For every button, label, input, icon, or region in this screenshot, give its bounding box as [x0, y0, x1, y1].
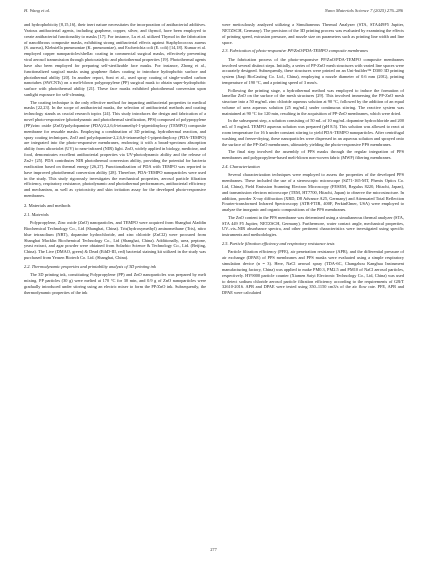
subsection-heading: 2.4. Characterization — [222, 163, 260, 169]
page-number: 277 — [210, 547, 217, 552]
running-header — [24, 8, 403, 18]
right-column — [222, 22, 404, 542]
paragraph: The fabrication process of the photo-responsive PP/ZnO/PDA-TEMPO composite membranes involved several distinct steps. Initially, a series of PP-ZnO mesh structures with varied line spaces were accurately designed. Subsequently, these structures were printed on an Uni-builder™ D300 3D printing system (Jiaqi BioCasting Co. Ltd., China), employing a nozzle diameter of 0.6 mm (20G), printing temperature of 190 °C, and a printing speed of 3 mm/s. — [222, 56, 404, 86]
paragraph: Particle filtration efficiency (PFE), air penetration resistance (APR), and the differential pressure of air exchange (DPAE) of PPS membranes and PPS masks were evaluated using a simple respiratory simulation device (n = 3). Here, NaCl aerosol spray (TDA-6C, Changzhou Kanghua Instrument manufacturing factory, China) was applied to make PM0.3, PM2.5 and PM10 of NaCl aerosol particles, respectively. HY9000 particle counter (Xiamen Saiyi Electronic Technology Co., Ltd, China) was used to detect sodium chloride aerosol particle filtration efficiency according to the requirements of GB/T 32610-2016. APR and DPAE were tested using 350–1150 cm3/s of the air flow rate. PFE, APR and DPAE were calculated — [222, 249, 404, 296]
header-authors: H. Wang et al. — [24, 8, 51, 13]
subsection-heading: 2.3. Fabrication of photo-responsive PP/ZnO/PDA-TEMPO composite membranes — [222, 48, 368, 54]
header-journal: Nano Materials Science 7 (2025) 276–286 — [324, 8, 403, 13]
paragraph: Following the printing stage, a hydrothermal method was employed to induce the formation of lamellar ZnO on the surface of the mesh structures [29]. This involved immersing the PP-ZnO mesh structure into a 50 mg/mL zinc chloride aqueous solution at 90 °C, followed by the addition of an equal volume of urea aqueous solution (25 mg/mL) under continuous stirring. The reactive system was maintained at 90 °C for 120 min, resulting in the acquisition of PP-ZnO membranes, which were dried. — [222, 87, 404, 116]
paragraph: The 3D printing ink, constituting Polypropylene (PP) and ZnO nanoparticles was prepared by melt mixing. PP particles (30 g) were melted at 170 °C for 30 min, and 0.9 g of ZnO nanoparticles were gradually introduced under stirring using an electric mixer to form the PP/ZnO ink. Subsequently, the thermodynamic properties of the ink — [24, 272, 206, 295]
subsection-heading: 2.5. Particle filtration efficiency and respiratory resistance tests — [222, 241, 335, 247]
section-heading: 2. Materials and methods — [24, 202, 71, 208]
paragraph: Several characterization techniques were employed to assess the properties of the developed PPS membranes. These included the use of a stereoscopic microscope (SZ71-165-MT, Phenix Optics Co. Ltd, China), Field Emission Scanning Electron Microscopy (FESEM, Regulus 8220, Hitachi, Japan), and transmission electron microscope (TEM, HT7700, Hitachi, Japan) to observe the microstructure. In addition, powder X-ray diffraction (XRD, D8 Advance A25, Germany) and Attenuated Total Reflection Fourier-transformed Infrared Spectroscopy (ATR-FTIR, 400F, PerkinElmer, USA) were employed to analyze the inorganic and organic compositions of the PPS membranes. — [222, 172, 404, 213]
paragraph: In the subsequent step, a solution consisting of 50 mL of 10 mg/mL dopamine hydrochloride and 200 mL of 5 mg/mL TEMPO aqueous solution was prepared (pH 8.5). This solution was allowed to react at room temperature for 16 h under constant stirring to yield PDA-TEMPO nanoparticles. After centrifugal washing and freeze-drying, these nanoparticles were dispersed in an aqueous solution and sprayed onto the surface of the PP-ZnO membranes, ultimately yielding the photo-responsive PPS membranes. — [222, 118, 404, 147]
paragraph: and hydrophobicity [8,15,16], their inert nature necessitates the incorporation of antibacterial additives. Various antibacterial agents, including graphene, copper, silver, and thymol, have been employed to create antibacterial functionality to masks [17]. For instance, Lu et al. utilized Thymol in the fabrication of nanofibrous composite masks, exhibiting strong antibacterial effects against Staphylococcus aureus (S. aureus), Klebsiella pneumoniae (K. pneumoniae), and Escherichia coli (E. coli) [14,18]. Kumar et al. employed copper nanoparticles/shellac coating in commercial surgical masks, effectively preventing viral aerosol transmission through photocatalytic and photothermal properties [19]. Photothermal agents have also been employed for preparing self-sterilizable face masks. For instance, Zhong et al., functionalized surgical masks using graphene flakes coating to introduce hydrophobic surface and photothermal ability [20]. In another report, Soni et al., used spray coating of single-walled carbon nanotubes (SWCNTs) on a melt-blown polypropylene (PP) surgical mask to obtain super-hydrophobic surface with photothermal ability [21]. These face masks exhibited photothermal conversion upon sunlight exposure for self-cleaning. — [24, 22, 206, 98]
paragraph: Polypropylene, Zinc oxide (ZnO) nanoparticles, and TEMPO were acquired from Shanghai Aladdin Biochemical Technology Co., Ltd (Shanghai, China). Tris(hydroxymethyl) aminomethane (Tris), nitro blue tetrazolium (NBT), dopamine hydrochloride, and zinc chloride (ZnCl2) were procured from Shanghai Macklin Biochemical Technology Co., Ltd (Shanghai, China). Additionally, urea, peptone, yeast extract, and agar powder were obtained from Solarbio Science & Technology Co., Ltd. (Beijing, China). The Live (DMAO, green) & Dead (EthD-III, red) bacterial staining kit utilized in the study was purchased from Yeasen Biotech Co. Ltd. (Shanghai, China). — [24, 220, 206, 261]
paragraph: The coating technique is the only effective method for imparting antibacterial properties to medical masks [22,23]. In the scope of antibacterial masks, the selection of antibacterial methods and coating technology stands as crucial research topics [24]. This study introduces the design and fabrication of a novel photo-responsive (photodynamic and photothermal sterilization, PPS) composed of polypropylene (PP)/zinc oxide (ZnO)/polydopamine (PDA)/2,2,6,6-tetramethyl-1-piperidinyloxy (TEMPO) composite membrane for reusable masks. Employing a combination of 3D printing, hydrothermal reaction, and spray coating techniques, ZnO and polydopamine-2,2,6,6-tetramethyl-1-piperidinyloxy (PDA-TEMPO) are integrated into the photo-responsive membranes, endowing it with a broad-spectrum absorption ability from ultraviolet (UV) to near-infrared (NIR) light. ZnO, widely applied in biology, medicine, and food, demonstrates excellent antibacterial properties via UV-photodynamic ability and the release of Zn2+ [25]. PDA contributes NIR photothermal conversion ability, providing the potential for bacteria eradication based on thermal energy [26,27]. Functionalization of PDA with TEMPO was reported to have improved photothermal conversion ability [28]. Therefore, PDA-TEMPO nanoparticles were used in the study. This study rigorously investigates the mechanical properties, aerosol particle filtration efficiency, respiratory resistance, photodynamic and photothermal performances, antibacterial efficiency and mechanism, as well as cytotoxicity and skin irritation assay for the developed photo-responsive membranes. — [24, 99, 206, 199]
subsection-heading: 2.1. Materials — [24, 211, 49, 217]
paragraph: The ZnO content in the PPS membrane was determined using a simultaneous thermal analyzer (STA, STA 449 F5 Jupiter, NETZSCH, Germany). Furthermore, water contact angle, mechanical properties, UV–vis–NIR absorbance spectra, and other pertinent characteristics were investigated using specific instruments and methodologies. — [222, 214, 404, 238]
paragraph: were meticulously analyzed utilizing a Simultaneous Thermal Analyzer (STA, STA449F5 Jupiter, NETZSCH, Germany). The precision of the 3D printing process was evaluated by examining the effects of printing speed, extrusion pressure, and nozzle size on parameters such as printing line width and line space. — [222, 22, 404, 45]
subsection-heading: 2.2. Thermodynamic properties and printability analysis of 3D printing ink — [24, 264, 156, 269]
paragraph: The final step involved the assembly of PPS masks through the regular integration of PPS membranes and polypropylene-based melt-blown non-woven fabric (MWF) filtering membranes. — [222, 149, 404, 160]
two-column-body — [24, 22, 404, 542]
left-column — [24, 22, 206, 542]
